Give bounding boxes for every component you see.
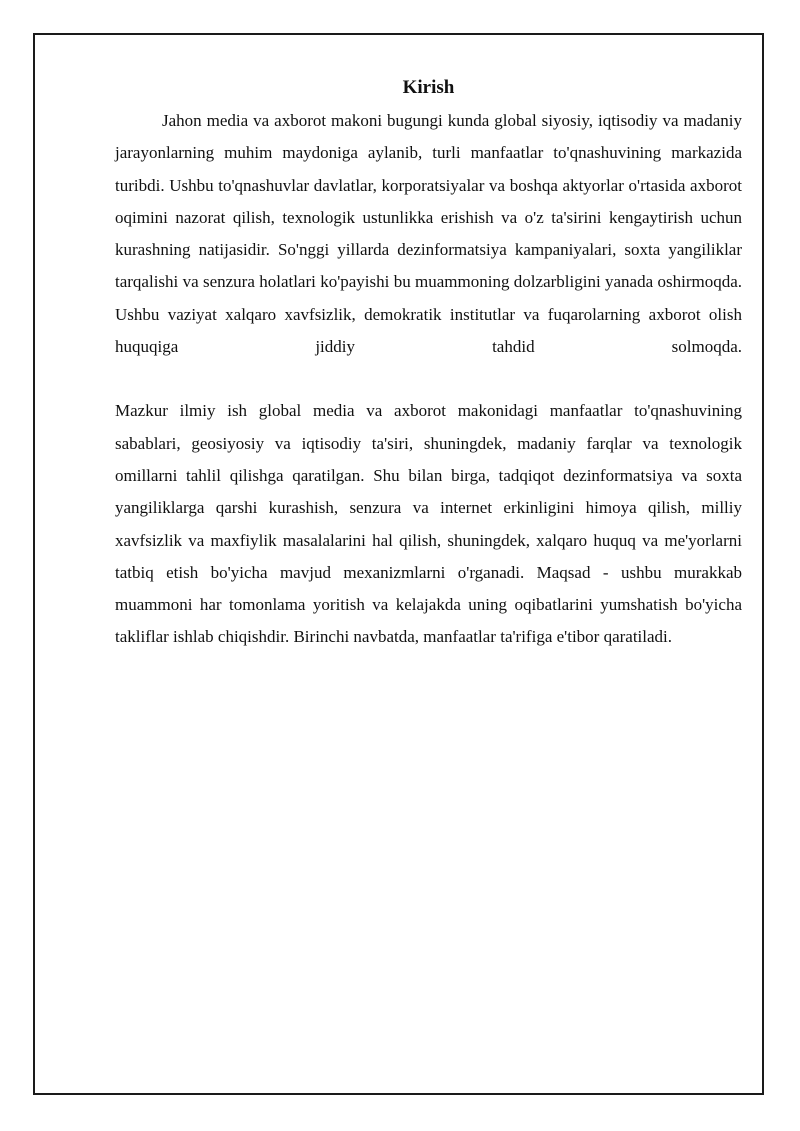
paragraph-introduction: Jahon media va axborot makoni bugungi kunda global siyosiy, iqtisodiy va madaniy jarayonlarning muhim maydoniga aylanib, turli manfaatlar to'qnashuvining markazida turibdi. Ushbu to'qnashuvlar davlatlar, korporatsiyalar va boshqa aktyorlar o'rtasida axborot oqimini nazorat qilish, texnologik ustunlikka erishish va o'z ta'sirini kengaytirish uchun kurashning natijasidir. So'nggi yillarda dezinformatsiya kampaniyalari, soxta yangiliklar tarqalishi va senzura holatlari ko'payishi bu muammoning dolzarbligini yanada oshirmoqda. Ushbu vaziyat xalqaro xavfsizlik, demokratik institutlar va fuqarolarning axborot olish huquqiga jiddiy tahdid solmoqda.: [115, 111, 742, 357]
document-body: [115, 74, 742, 654]
paragraph-spacer: [115, 363, 742, 395]
document-title: Kirish: [402, 77, 455, 98]
paragraph-aims: Mazkur ilmiy ish global media va axborot makonidagi manfaatlar to'qnashuvining sabablari, geosiyosiy va iqtisodiy ta'siri, shuningdek, madaniy farqlar va texnologik omillarni tahlil qilishga qaratilgan. Shu bilan birga, tadqiqot dezinformatsiya va soxta yangiliklarga qarshi kurashish, senzura va internet erkinligini himoya qilish, milliy xavfsizlik va maxfiylik masalalarini hal qilish, shuningdek, xalqaro huquq va me'yorlarni tatbiq etish bo'yicha mavjud mexanizmlarni o'rganadi. Maqsad - ushbu murakkab muammoni har tomonlama yoritish va kelajakda uning oqibatlarini yumshatish bo'yicha takliflar ishlab chiqishdir. Birinchi navbatda, manfaatlar ta'rifiga e'tibor qaratiladi.: [115, 401, 742, 647]
